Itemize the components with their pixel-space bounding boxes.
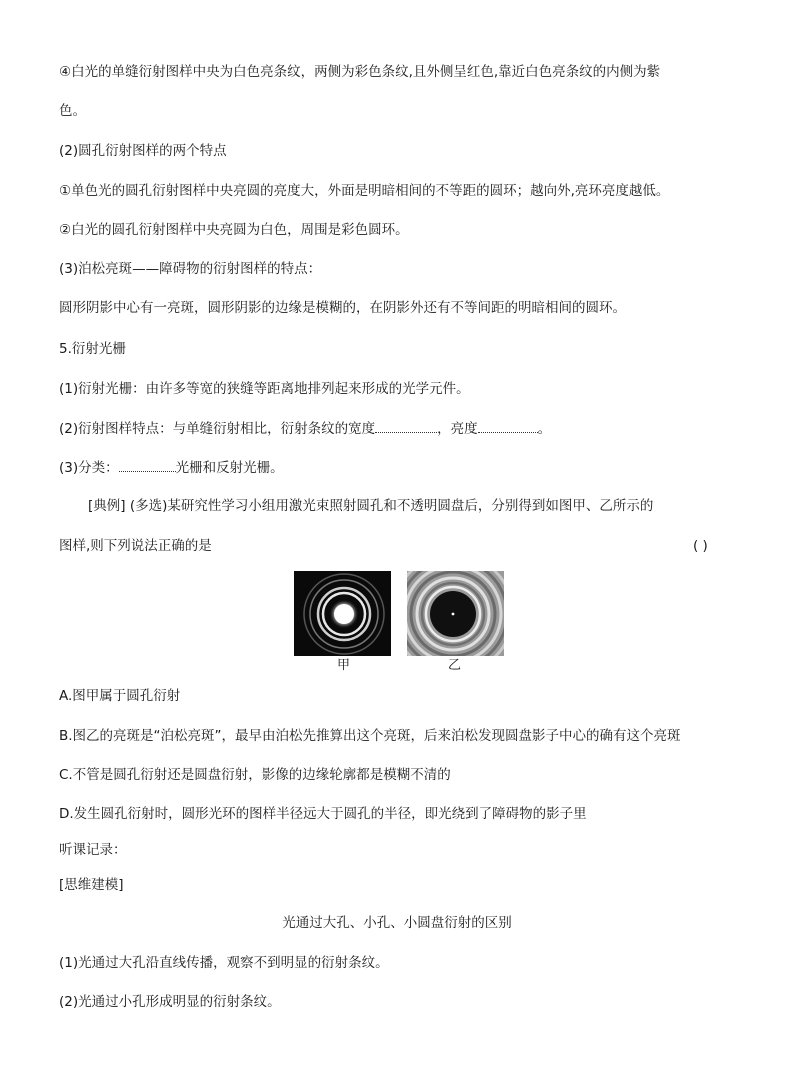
text-segment: 光栅和反射光栅。 xyxy=(175,460,284,476)
text-segment: (3)分类： xyxy=(59,460,119,476)
text-line: ④白光的单缝衍射图样中央为白色亮条纹，两侧为彩色条纹,且外侧呈红色,靠近白色亮条纹的内侧为紫 xyxy=(59,64,661,80)
text-line: (2)光通过小孔形成明显的衍射条纹。 xyxy=(59,994,281,1010)
text-line: (1)光通过大孔沿直线传播，观察不到明显的衍射条纹。 xyxy=(59,955,389,971)
text-line: 色。 xyxy=(59,103,86,119)
text-line: 圆形阴影中心有一亮斑，圆形阴影的边缘是模糊的，在阴影外还有不等间距的明暗相间的圆环。 xyxy=(59,300,626,316)
fill-in-blank[interactable] xyxy=(478,418,538,433)
example-question: [典例] (多选)某研究性学习小组用激光束照射圆孔和不透明圆盘后，分别得到如图甲、乙所示的 xyxy=(88,498,654,514)
option-b: B.图乙的亮斑是“泊松亮斑”，最早由泊松先推算出这个亮斑，后来泊松发现圆盘影子中心的确有这个亮斑 xyxy=(59,728,681,744)
text-line: (1)衍射光栅：由许多等宽的狭缝等距离地排列起来形成的光学元件。 xyxy=(59,381,470,397)
modeling-heading: 光通过大孔、小孔、小圆盘衍射的区别 xyxy=(282,915,512,931)
modeling-tag: [思维建模] xyxy=(59,877,124,893)
text-line-with-blanks xyxy=(59,457,284,478)
text-segment: ，亮度 xyxy=(437,421,478,437)
answer-parentheses[interactable]: ( ) xyxy=(693,538,708,554)
fill-in-blank[interactable] xyxy=(375,418,437,433)
text-line: ②白光的圆孔衍射图样中央亮圆为白色，周围是彩色圆环。 xyxy=(59,222,409,238)
text-segment: (2)衍射图样特点：与单缝衍射相比，衍射条纹的宽度 xyxy=(59,421,376,437)
figure-poisson-spot xyxy=(407,571,504,656)
notes-label: 听课记录： xyxy=(59,842,127,858)
figure-b-label: 乙 xyxy=(448,658,462,673)
text-line-with-blanks xyxy=(59,418,551,439)
option-a: A.图甲属于圆孔衍射 xyxy=(59,688,181,704)
figure-a-label: 甲 xyxy=(337,658,351,673)
fill-in-blank[interactable] xyxy=(119,457,176,472)
option-c: C.不管是圆孔衍射还是圆盘衍射，影像的边缘轮廓都是模糊不清的 xyxy=(59,767,451,783)
figure-circular-hole-diffraction xyxy=(294,571,391,656)
text-line: (3)泊松亮斑——障碍物的衍射图样的特点： xyxy=(59,261,322,277)
text-line: 图样,则下列说法正确的是 xyxy=(59,538,212,554)
option-d: D.发生圆孔衍射时，圆形光环的图样半径远大于圆孔的半径，即光绕到了障碍物的影子里 xyxy=(59,806,587,822)
text-line: (2)圆孔衍射图样的两个特点 xyxy=(59,143,227,159)
figure-b-image xyxy=(407,571,504,656)
text-segment: 。 xyxy=(537,421,552,437)
text-line: ①单色光的圆孔衍射图样中央亮圆的亮度大，外面是明暗相间的不等距的圆环；越向外,亮环亮度越低。 xyxy=(59,183,670,199)
section-heading: 5.衍射光栅 xyxy=(59,341,126,357)
figure-a-image xyxy=(294,571,391,656)
